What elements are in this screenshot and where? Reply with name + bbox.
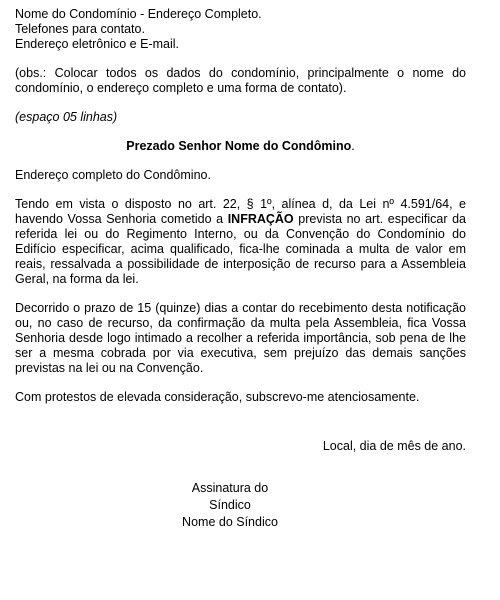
signatory-name: Nome do Síndico <box>182 515 278 529</box>
header-line-phones: Telefones para contato. <box>15 22 145 36</box>
salutation <box>15 139 466 154</box>
header-line-email: Endereço eletrônico e E-mail. <box>15 37 179 51</box>
header-block <box>15 7 466 52</box>
salutation-text: Prezado Senhor Nome do Condômino <box>126 139 352 153</box>
recipient-address: Endereço completo do Condômino. <box>15 168 211 182</box>
salutation-period: . <box>351 139 355 153</box>
spacing-note: (espaço 05 linhas) <box>15 110 118 124</box>
closing-line: Com protestos de elevada consideração, subscrevo-me atenciosamente. <box>15 390 420 404</box>
signature-line: Assinatura do Síndico <box>191 481 269 512</box>
paragraph-infraction-part1: Tendo em vista o disposto no art. 22, § 1º, alínea d, da Lei nº 4.591/64, e havendo Vossa Senhoria cometido a <box>15 197 466 226</box>
place-date: Local, dia de mês de ano. <box>322 439 466 453</box>
paragraph-infraction <box>15 197 466 287</box>
header-line-name-address: Nome do Condomínio - Endereço Completo. <box>15 7 262 21</box>
obs-note: (obs.: Colocar todos os dados do condomínio, principalmente o nome do condomínio, o endereço completo e uma forma de contato). <box>15 66 466 95</box>
infraction-word: INFRAÇÃO <box>227 212 294 226</box>
signature-block <box>170 480 290 531</box>
document <box>15 7 466 454</box>
paragraph-infraction-part2: prevista no art. especificar da referida lei ou do Regimento Interno, ou da Convenção do Condomínio do Edifício especificar, acima qualificado, fica-lhe cominada a multa de valor em reais, ressalvada a possibilidade de interposição de recurso para a Assembleia Geral, na forma da lei. <box>15 212 466 286</box>
paragraph-deadline: Decorrido o prazo de 15 (quinze) dias a contar do recebimento desta notificação ou, no caso de recurso, da confirmação da multa pela Assembleia, fica Vossa Senhoria desde logo intimado a recolher a referida importância, sob pena de lhe ser a mesma cobrada por via executiva, sem prejuízo das demais sanções previstas na lei ou na Convenção. <box>15 301 466 375</box>
